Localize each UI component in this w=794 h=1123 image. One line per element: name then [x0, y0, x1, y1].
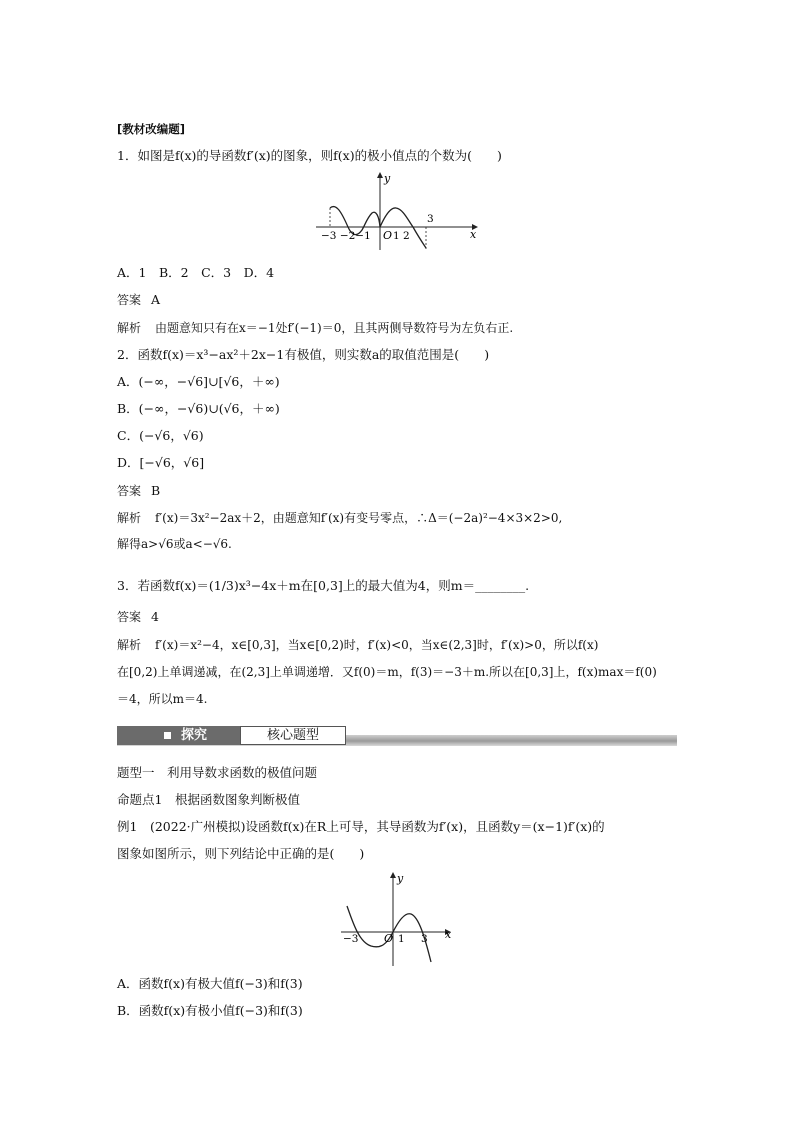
banner-core-types-label: 核心题型 [266, 728, 319, 743]
q3-analysis-line-1: f′(x)＝x²−4，x∈[0,3]，当x∈[0,2)时，f′(x)<0，当x∈(2,3]时，f′(x)>0，所以f(x) [155, 638, 599, 652]
example1-option-a: A．函数f(x)有极大值f(−3)和f(3) [117, 976, 303, 991]
q1-x-axis-label: x [470, 228, 477, 241]
banner-square-icon [164, 732, 171, 739]
banner-explore-label: 探究 [181, 728, 208, 743]
q2-option-d: D．[−√6，√6] [117, 455, 205, 470]
q2-option-b: B．(−∞，−√6)∪(√6，＋∞) [117, 401, 280, 416]
example1-line-2: 图象如图所示，则下列结论中正确的是( ) [117, 846, 365, 861]
q3-analysis-label: 解析 [117, 638, 142, 652]
example1-y-axis-label: y [397, 872, 404, 885]
q1-analysis-label: 解析 [117, 321, 142, 335]
q2-answer-label: 答案 [117, 484, 142, 498]
q3-stem: 3．若函数f(x)＝(1/3)x³−4x＋m在[0,3]上的最大值为4，则m＝________. [117, 578, 530, 593]
q2-option-c: C．(−√6，√6) [117, 428, 204, 443]
q3-answer-label: 答案 [117, 610, 142, 624]
q1-options: A．1 B．2 C．3 D．4 [117, 265, 275, 280]
q3-answer-value: 4 [151, 609, 159, 624]
q1-y-axis-label: y [384, 172, 391, 185]
type1-title: 题型一 利用导数求函数的极值问题 [117, 765, 318, 780]
q2-answer-value: B [151, 483, 161, 498]
example1-tick-neg3: −3 [343, 933, 359, 945]
q1-derivative-graph [300, 170, 490, 252]
q1-stem: 1．如图是f(x)的导函数f′(x)的图象，则f(x)的极小值点的个数为( ) [117, 148, 502, 163]
q1-origin-label: O [383, 229, 393, 242]
example1-x-axis-label: x [445, 928, 452, 941]
example1-graph [335, 868, 465, 968]
example1-tick-1: 1 [398, 933, 405, 945]
q1-analysis-text: 由题意知只有在x＝−1处f′(−1)＝0，且其两侧导数符号为左负右正. [155, 321, 514, 335]
example1-option-b: B．函数f(x)有极小值f(−3)和f(3) [117, 1003, 303, 1018]
type1-point: 命题点1 根据函数图象判断极值 [117, 792, 300, 807]
q1-answer-label: 答案 [117, 293, 142, 307]
q1-tick-label-3: 3 [427, 213, 434, 225]
example1-line-1: 例1 (2022·广州模拟)设函数f(x)在R上可导，其导函数为f′(x)，且函数y＝(x−1)f′(x)的 [117, 819, 605, 834]
section-banner [117, 726, 677, 746]
section-tag: [教材改编题] [117, 122, 186, 136]
q2-analysis-line-2: 解得a>√6或a<−√6. [117, 537, 232, 551]
q1-tick-labels-right: 1 2 [393, 230, 410, 242]
example1-origin-label: O [384, 932, 394, 945]
example1-tick-3: 3 [421, 933, 428, 945]
q2-option-a: A．(−∞，−√6]∪[√6，＋∞) [117, 374, 280, 389]
q2-analysis-label: 解析 [117, 511, 142, 525]
q3-analysis-line-3: ＝4，所以m＝4. [117, 692, 208, 706]
q1-answer-value: A [151, 292, 161, 307]
q3-analysis-line-2: 在[0,2)上单调递减，在(2,3]上单调递增．又f(0)＝m，f(3)＝−3＋m.所以在[0,3]上，f(x)max＝f(0) [117, 665, 657, 679]
q2-analysis-line-1: f′(x)＝3x²−2ax＋2，由题意知f′(x)有变号零点，∴Δ＝(−2a)²−4×3×2>0, [155, 511, 563, 525]
q1-tick-labels-left: −3 −2−1 [321, 230, 371, 242]
q2-stem: 2．函数f(x)＝x³−ax²＋2x−1有极值，则实数a的取值范围是( ) [117, 347, 490, 362]
